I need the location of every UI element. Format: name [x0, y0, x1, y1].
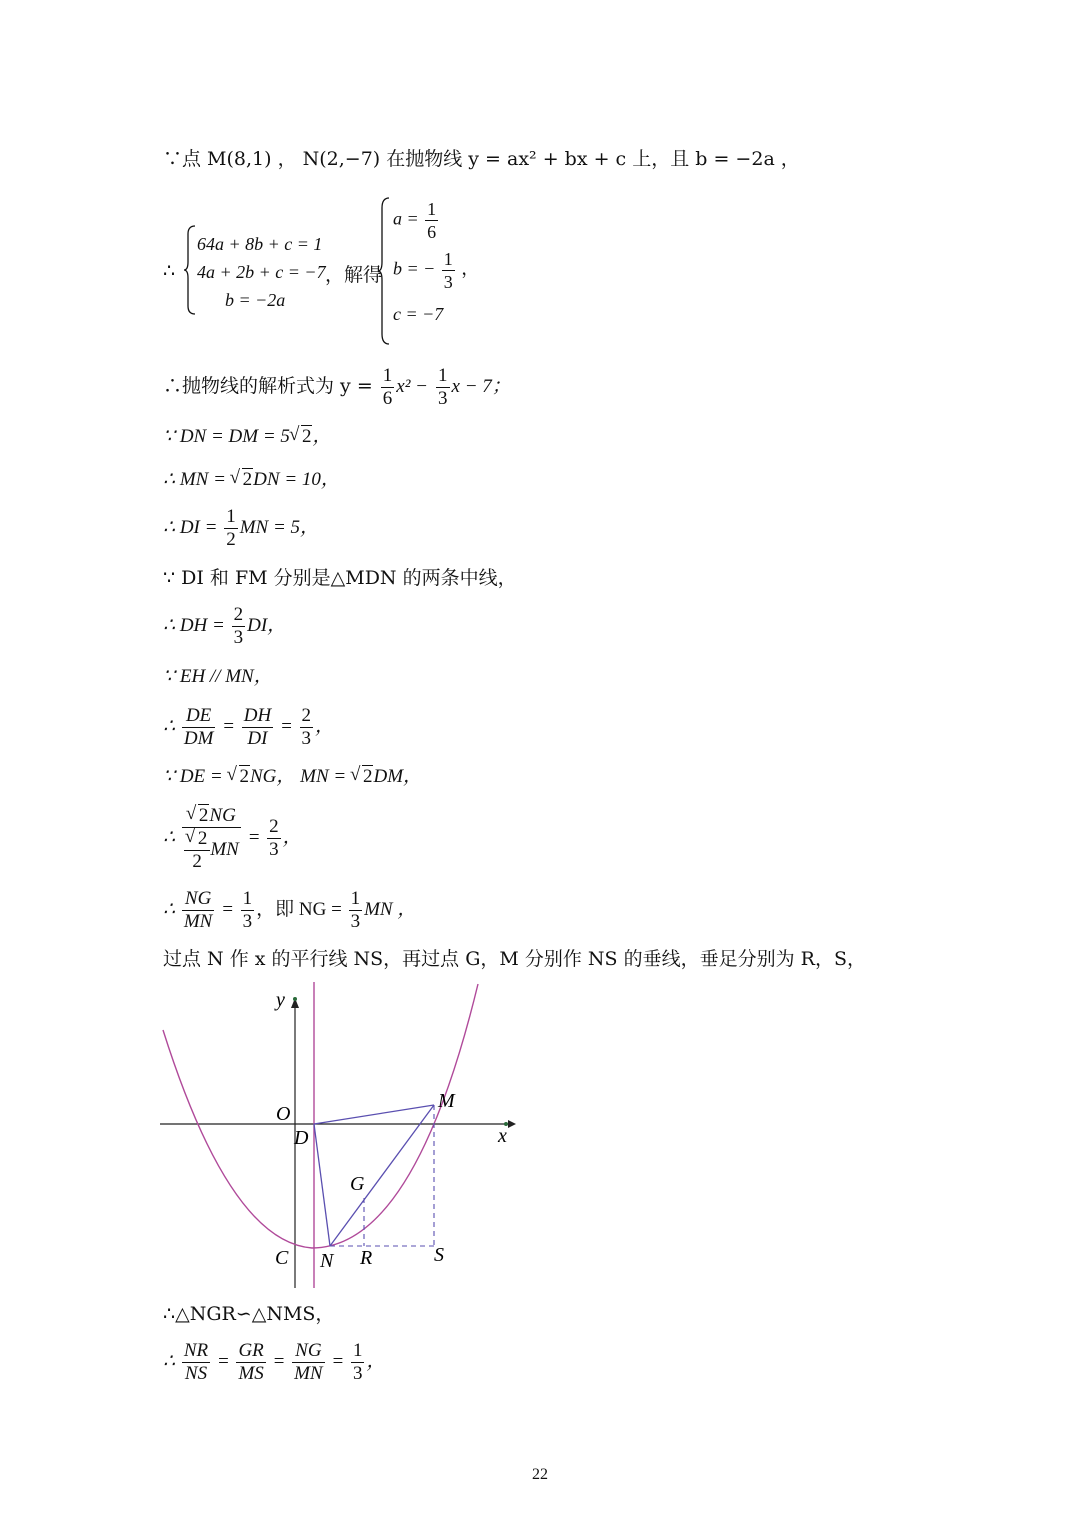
solution-c: c = −7: [393, 304, 444, 324]
label-r: R: [360, 1247, 373, 1269]
label-o: O: [276, 1103, 291, 1125]
line-mn: ∴ MN = √ 2DN = 10，: [163, 468, 340, 492]
equation-2: 4a + 2b + c = −7: [197, 262, 326, 282]
line-parabola-expression: ∴抛物线的解析式为 y = $\frac{1}{6}$ x² − $\frac{1}{3}$ x − 7；: [163, 364, 511, 409]
segment-dn: [314, 1124, 330, 1246]
line-dn-dm: ∵ DN = DM = 5√ 2，: [163, 425, 331, 449]
therefore-symbol: ∴: [163, 260, 176, 282]
line-similar-triangles: ∴△NGR∽△NMS，: [163, 1303, 335, 1325]
parabola-figure: [160, 982, 530, 1294]
line-construction: 过点 N 作 x 的平行线 NS，再过点 G，M 分别作 NS 的垂线，垂足分别为 R，S，: [163, 948, 866, 970]
label-g: G: [350, 1173, 365, 1195]
line-ng-ratio: ∴ $\frac{NG}{MN}$ = $\frac{1}{3}$ ，即 NG = $\frac{1}{3}$ MN ，: [163, 888, 417, 933]
label-d: D: [294, 1127, 309, 1149]
segment-nm: [330, 1105, 434, 1246]
label-c: C: [275, 1247, 289, 1269]
parabola-curve: [163, 984, 478, 1248]
line-eh-parallel: ∵ EH // MN，: [163, 666, 273, 687]
label-m: M: [438, 1090, 455, 1112]
equation-1: 64a + 8b + c = 1: [197, 234, 323, 254]
segment-dm: [314, 1105, 434, 1124]
line-given-points: ∵点 M(8,1) ， N(2,−7) 在抛物线 y = ax² + bx + c 上，且 b = −2a ，: [163, 148, 800, 170]
solve-label: ，解得: [325, 264, 383, 286]
label-n: N: [320, 1250, 334, 1272]
line-de-mn-sqrt: ∵ DE = √ 2NG， MN = √ 2DM，: [163, 765, 422, 789]
line-ratio-de-dm: ∴ $\frac{DE}{DM}$ = $\frac{DH}{DI}$ = $\frac{2}{3}$ ，: [163, 705, 335, 750]
line-compound-fraction: ∴ √ 2NG √ $\frac{2}{2}$ MN = $\frac{2}{3}$ ，: [163, 802, 302, 874]
label-x: x: [498, 1125, 507, 1147]
line-dh: ∴ DH = $\frac{2}{3}$ DI，: [163, 604, 287, 649]
y-axis-point: [293, 997, 297, 1001]
left-brace-1: [183, 224, 197, 316]
label-y: y: [276, 989, 285, 1011]
page-number: 22: [532, 1466, 548, 1483]
left-brace-2: [377, 196, 391, 346]
equation-3: b = −2a: [225, 290, 286, 310]
line-final-ratio: ∴ $\frac{NR}{NS}$ = $\frac{GR}{MS}$ = $\frac{NG}{MN}$ = $\frac{1}{3}$ ，: [163, 1340, 386, 1385]
solution-a: a = $\frac{1}{6}$: [393, 199, 437, 242]
line-medians: ∵ DI 和 FM 分别是△MDN 的两条中线，: [163, 567, 517, 589]
solution-b: b = − $\frac{1}{3}$ ，: [393, 249, 480, 292]
x-axis-arrow-icon: [508, 1120, 516, 1128]
equation-system: [163, 196, 483, 346]
line-di: ∴ DI = $\frac{1}{2}$ MN = 5，: [163, 506, 320, 551]
label-s: S: [434, 1244, 444, 1266]
